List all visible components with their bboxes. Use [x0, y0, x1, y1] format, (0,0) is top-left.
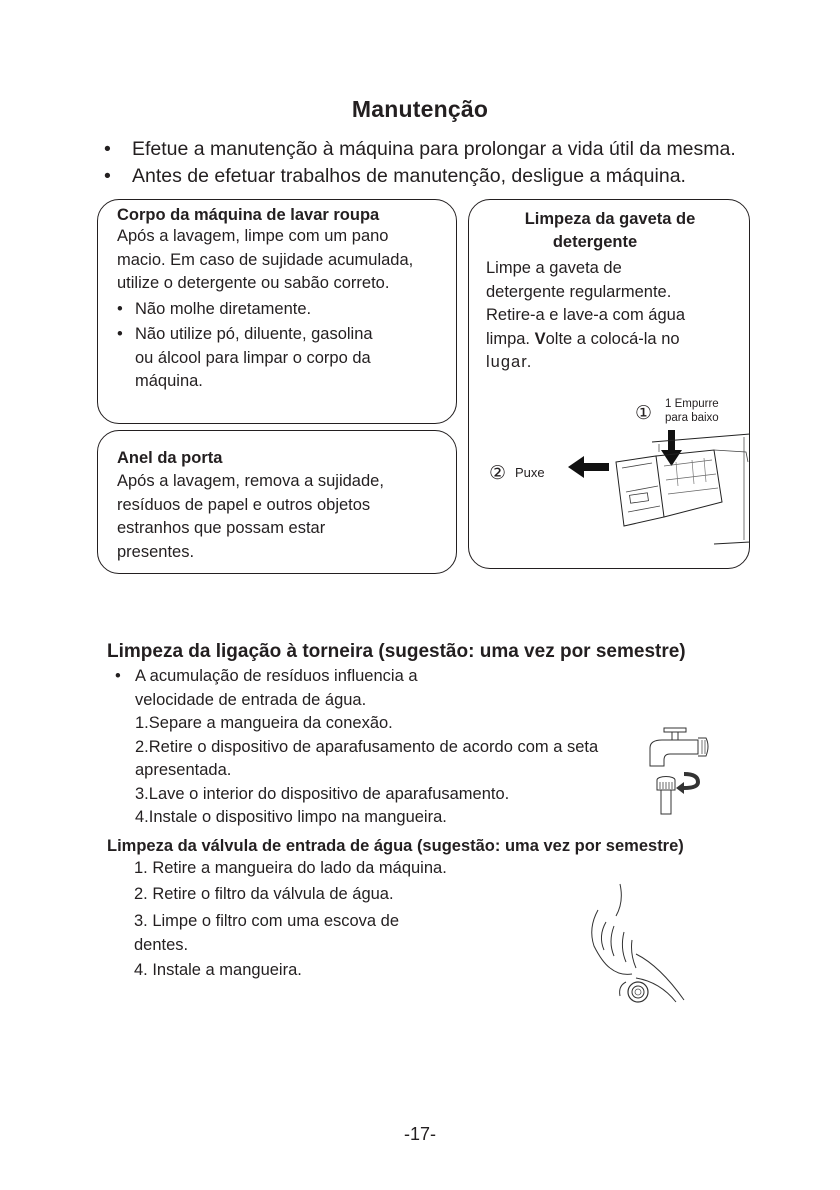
step-1-label: 1 Empurre para baixo: [665, 398, 719, 424]
drawer-line: Limpe a gaveta de: [486, 259, 622, 277]
drawer-heading-cont: detergente: [552, 233, 638, 251]
valve-step-2: 2. Retire o filtro da válvula de água.: [134, 884, 394, 903]
door-ring-box: [97, 430, 457, 574]
drawer-line: lugar.: [486, 353, 533, 371]
door-ring-line: resíduos de papel e outros objetos: [117, 495, 371, 514]
door-ring-line: estranhos que possam estar: [117, 519, 326, 537]
valve-step-3: 3. Limpe o filtro com uma escova de: [134, 912, 400, 930]
bullet-icon: •: [117, 325, 123, 343]
drawer-cleaning-box: [468, 199, 750, 569]
machine-body-box: [97, 199, 457, 424]
rotate-arrow-icon: [684, 774, 698, 788]
drawer-line: Retire-a e lave-a com água: [486, 306, 686, 324]
intro-item-1: • Efetue a manutenção à máquina para prolongar a vida útil da mesma.: [104, 138, 736, 160]
bullet-icon: •: [104, 138, 111, 160]
machine-body-line: Após a lavagem, limpe com um pano: [117, 227, 389, 245]
step-2-label: Puxe: [515, 465, 545, 480]
bullet-icon: •: [104, 165, 111, 187]
page-title: Manutenção: [351, 96, 489, 122]
bullet-icon: •: [115, 667, 121, 685]
tap-intro-cont: velocidade de entrada de água.: [135, 690, 367, 709]
tap-step-4: 4.Instale o dispositivo limpo na mangueira.: [135, 808, 447, 826]
tap-step-2: 2.Retire o dispositivo de aparafusamento de acordo com a seta: [135, 737, 599, 756]
valve-step-3-cont: dentes.: [134, 935, 189, 954]
detergent-drawer-illustration: [564, 422, 750, 547]
tap-step-1: 1.Separe a mangueira da conexão.: [135, 714, 393, 732]
tap-section-title: Limpeza da ligação à torneira (sugestão: uma vez por semestre): [107, 641, 686, 662]
valve-step-1: 1. Retire a mangueira do lado da máquina.: [134, 859, 447, 877]
intro-item-2: • Antes de efetuar trabalhos de manutenção, desligue a máquina.: [104, 165, 686, 187]
machine-body-heading: Corpo da máquina de lavar roupa: [117, 206, 380, 224]
bullet-icon: •: [117, 299, 123, 318]
drawer-line: limpa. Volte a colocá-la no: [486, 329, 680, 348]
step-1-number: ①: [635, 403, 653, 424]
door-ring-heading: Anel da porta: [117, 449, 223, 467]
valve-step-4: 4. Instale a mangueira.: [134, 961, 302, 979]
machine-body-line: macio. Em caso de sujidade acumulada,: [117, 250, 414, 269]
tap-connection-illustration: [640, 722, 720, 822]
tap-intro: • A acumulação de resíduos influencia a: [115, 665, 675, 689]
machine-body-bullet-2-cont: máquina.: [135, 372, 203, 390]
tap-step-3: 3.Lave o interior do dispositivo de aparafusamento.: [135, 784, 510, 803]
drawer-line: detergente regularmente.: [486, 282, 672, 301]
door-ring-line: presentes.: [117, 542, 195, 561]
drawer-heading: Limpeza da gaveta de: [524, 210, 696, 228]
inlet-valve-illustration: [580, 882, 690, 1012]
page-number: -17-: [403, 1124, 436, 1144]
machine-body-line: utilize o detergente ou sabão correto.: [117, 274, 390, 292]
valve-section-title: Limpeza da válvula de entrada de água (sugestão: uma vez por semestre): [107, 837, 684, 855]
machine-body-bullet-2-cont: ou álcool para limpar o corpo da: [135, 348, 371, 367]
tap-step-2-cont: apresentada.: [135, 761, 232, 779]
machine-body-bullet-2: • Não utilize pó, diluente, gasolina: [117, 323, 452, 347]
tap-section-body: [115, 665, 675, 830]
machine-body-bullet-1: • Não molhe diretamente.: [117, 298, 452, 322]
valve-section-body: [134, 857, 464, 983]
door-ring-line: Após a lavagem, remova a sujidade,: [117, 472, 384, 490]
pull-arrow-icon: [568, 456, 609, 478]
step-2-number: ②: [489, 463, 507, 484]
